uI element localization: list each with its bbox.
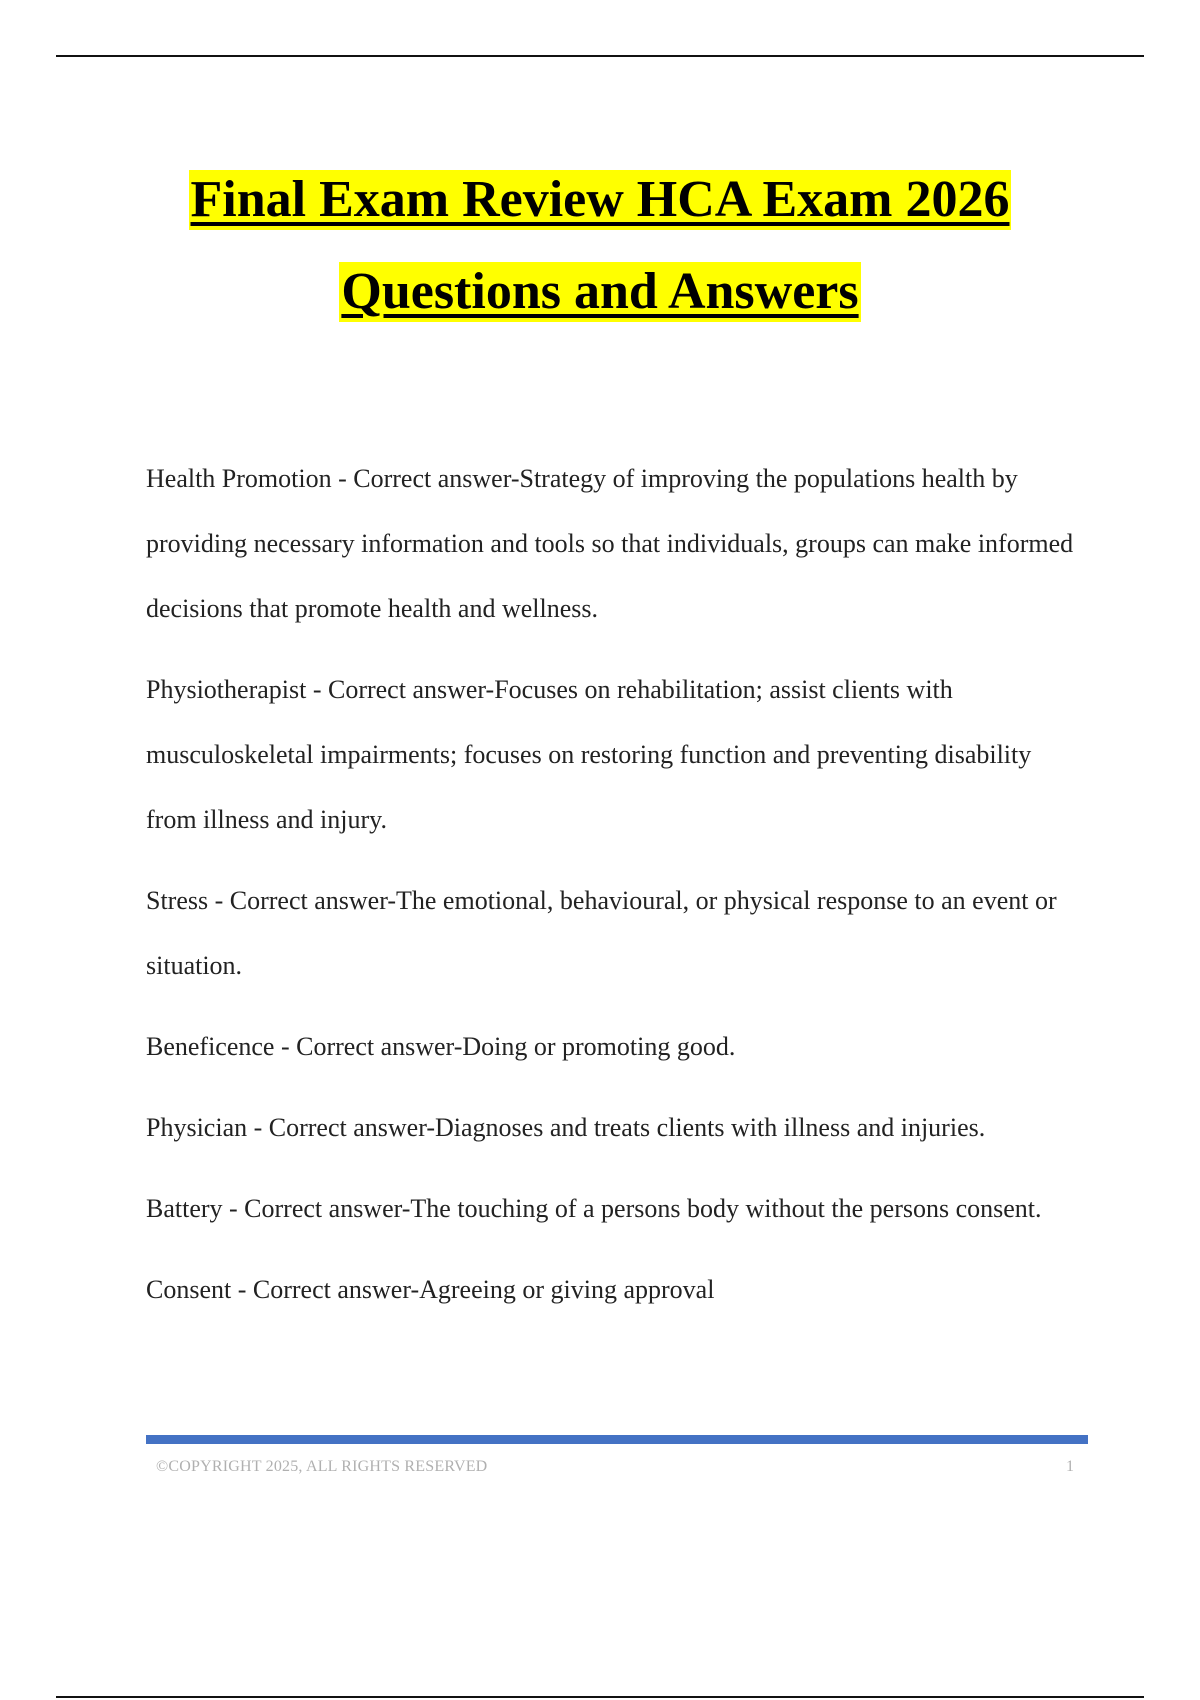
qa-entry-consent: Consent - Correct answer-Agreeing or giving approval xyxy=(146,1275,715,1304)
footer-bar xyxy=(146,1435,1088,1444)
title-line-1: Final Exam Review HCA Exam 2026 xyxy=(190,171,1010,228)
bottom-rule xyxy=(56,1696,1144,1698)
copyright-notice: ©COPYRIGHT 2025, ALL RIGHTS RESERVED xyxy=(156,1458,488,1475)
qa-entry-physician: Physician - Correct answer-Diagnoses and treats clients with illness and injuries. xyxy=(146,1113,986,1142)
page-number: 1 xyxy=(1066,1458,1074,1475)
title-line-2: Questions and Answers xyxy=(341,263,859,320)
qa-entry-battery: Battery - Correct answer-The touching of a persons body without the persons consent. xyxy=(146,1194,1042,1223)
qa-entry-health-promotion: Health Promotion - Correct answer-Strategy of improving the populations health by providing necessary information and tools so that individuals, groups can make informed decisions that promote health and wellness. xyxy=(146,464,1074,623)
qa-entry-physiotherapist: Physiotherapist - Correct answer-Focuses on rehabilitation; assist clients with musculoskeletal impairments; focuses on restoring function and preventing disability from illness and injury. xyxy=(146,675,1032,834)
top-rule xyxy=(56,55,1144,57)
qa-entry-beneficence: Beneficence - Correct answer-Doing or promoting good. xyxy=(146,1032,736,1061)
document-title xyxy=(0,170,1200,354)
qa-list xyxy=(146,446,1086,1338)
qa-entry-stress: Stress - Correct answer-The emotional, behavioural, or physical response to an event or situation. xyxy=(146,886,1057,980)
